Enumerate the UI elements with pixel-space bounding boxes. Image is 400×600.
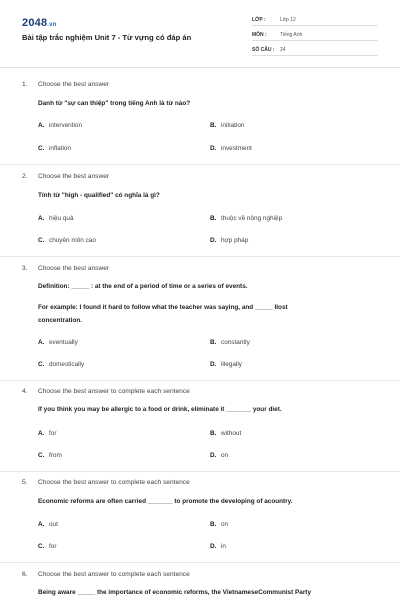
- question-example-cont: concentration.: [38, 317, 83, 324]
- option-a[interactable]: A. hiệu quả: [38, 215, 74, 222]
- header-divider: [0, 67, 400, 68]
- option-b[interactable]: B. without: [210, 430, 242, 437]
- meta-key: SỐ CÂU :: [252, 47, 275, 53]
- question-instruction: 5. Choose the best answer to complete each sentence: [22, 479, 190, 486]
- meta-key: MÔN :: [252, 32, 267, 38]
- option-b[interactable]: B. thuộc về nông nghiệp: [210, 215, 283, 222]
- question-instruction: 3. Choose the best answer: [22, 265, 110, 272]
- question-divider: [0, 256, 400, 257]
- option-d[interactable]: D. investment: [210, 145, 252, 152]
- option-c[interactable]: C. inflation: [38, 145, 72, 152]
- meta-row-count: [252, 41, 378, 56]
- option-a[interactable]: A. for: [38, 430, 57, 437]
- meta-row-class: [252, 11, 378, 26]
- option-c[interactable]: C. for: [38, 543, 57, 550]
- meta-table: [252, 11, 378, 56]
- option-a[interactable]: A. out: [38, 521, 58, 528]
- option-a[interactable]: A. eventually: [38, 339, 78, 346]
- question-instruction: 4. Choose the best answer to complete each sentence: [22, 388, 190, 395]
- question-stem: Tính từ "high - qualified" có nghĩa là gì?: [38, 192, 160, 199]
- question-stem: Being aware _____ the importance of economic reforms, the VietnameseCommunist Party: [38, 589, 311, 596]
- question-stem: Economic reforms are often carried _______ to promote the developing of acountry.: [38, 498, 293, 505]
- meta-value: 24: [280, 47, 286, 53]
- meta-value: Tiếng Anh: [280, 32, 303, 38]
- option-a[interactable]: A. intervention: [38, 122, 83, 129]
- question-stem: If you think you may be allergic to a food or drink, eliminate it _______ your diet.: [38, 406, 282, 413]
- option-b[interactable]: B. constantly: [210, 339, 250, 346]
- meta-value: Lớp 12: [280, 17, 296, 23]
- option-d[interactable]: D. in: [210, 543, 226, 550]
- option-b[interactable]: B. on: [210, 521, 229, 528]
- question-instruction: 6. Choose the best answer to complete each sentence: [22, 571, 190, 578]
- question-instruction: 2. Choose the best answer: [22, 173, 110, 180]
- option-d[interactable]: D. illegally: [210, 361, 242, 368]
- logo-suffix: .vn: [47, 22, 57, 28]
- site-logo[interactable]: [22, 17, 57, 29]
- question-stem: Danh từ "sự can thiệp" trong tiếng Anh là từ nào?: [38, 100, 191, 107]
- meta-row-subject: [252, 26, 378, 41]
- meta-key: LỚP :: [252, 17, 266, 23]
- question-example: For example: I found it hard to follow what the teacher was saying, and _____ Ilost: [38, 304, 288, 311]
- option-d[interactable]: D. on: [210, 452, 229, 459]
- option-c[interactable]: C. from: [38, 452, 62, 459]
- option-c[interactable]: C. chuyên môn cao: [38, 237, 96, 244]
- logo-main: 2048: [22, 17, 48, 29]
- question-divider: [0, 164, 400, 165]
- option-d[interactable]: D. hợp pháp: [210, 237, 249, 244]
- question-definition: Definition: _____ : at the end of a period of time or a series of events.: [38, 283, 248, 290]
- option-b[interactable]: B. initiation: [210, 122, 245, 129]
- question-instruction: 1. Choose the best answer: [22, 81, 110, 88]
- question-divider: [0, 562, 400, 563]
- question-divider: [0, 380, 400, 381]
- question-divider: [0, 471, 400, 472]
- option-c[interactable]: C. domestically: [38, 361, 85, 368]
- document-title: Bài tập trắc nghiệm Unit 7 - Từ vựng có đáp án: [22, 33, 192, 42]
